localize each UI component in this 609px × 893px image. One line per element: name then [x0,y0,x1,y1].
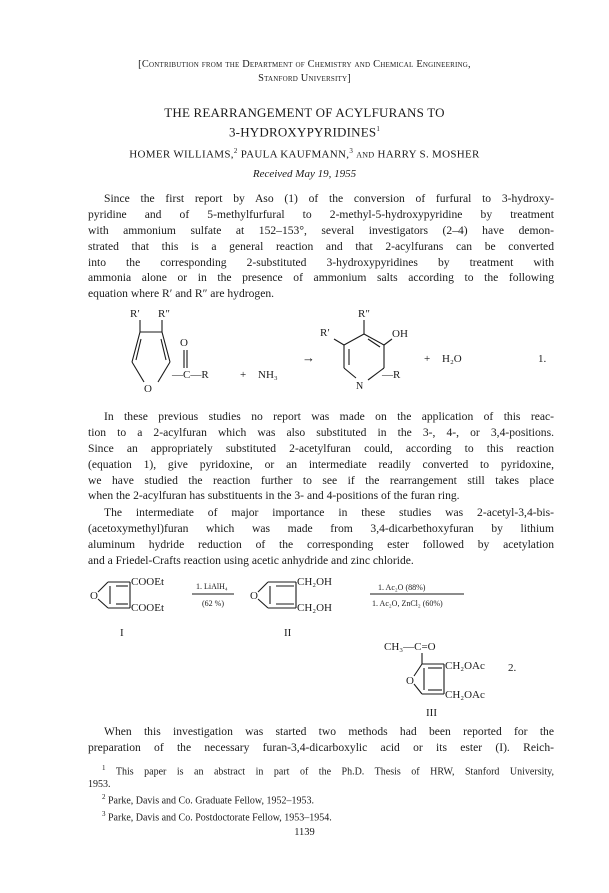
compound-ii-oxygen: O [250,590,258,602]
paragraph-3 [88,505,554,569]
compound-i-ester-top: COOEt [131,576,164,588]
equation-2-number: 2. [508,662,517,674]
compound-ii-alcohol-bottom: CH₂OH [297,602,333,614]
p1-line: into the corresponding 2-substituted 3-hydroxypyridines by treatment with [88,255,554,269]
contribution-header-line1: [Contribution from the Department of Chemistry and Chemical Engineering, [138,59,471,70]
footnote-1 [88,762,554,778]
footnote-3-marker: 3 [102,809,106,818]
compound-iii-acetyl: CH₃—C=O [384,641,436,653]
compound-ii-alcohol-top: CH₂OH [297,576,333,588]
eq1-water: H₂O [442,353,462,365]
step-1-reagent: 1. LiAlH₄ [196,582,228,591]
p3-line: aluminum hydride reduction of the corresponding ester followed by acetylation [88,537,554,551]
p1-line: strated that this is a general reaction and that 2-acylfurans can be converted [88,239,554,253]
p2-line: tion to a 2-acylfuran which was also substituted in the 3-, 4-, or 3,4-positions. [88,425,554,439]
compound-iii-acetoxy-top: CH₂OAc [445,660,485,672]
p4-line: preparation of the necessary furan-3,4-dicarboxylic acid or its ester (I). Reich- [88,740,554,754]
footnote-2 [88,791,554,807]
footnote-3 [88,808,554,824]
contribution-header-line2: Stanford University] [258,73,351,84]
eq1-plus-2: + [424,353,431,365]
paragraph-4 [88,724,554,756]
footnote-1-text: This paper is an abstract in part of the Ph.D. Thesis of HRW, Stanford University, [115,766,555,778]
compound-i-structure [98,582,130,608]
p3-line: The intermediate of major importance in these studies was 2-acetyl-3,4-bis- [104,506,554,519]
step-2-reagent-2: 1. Ac₂O, ZnCl₂ (60%) [372,599,443,608]
eq1-carbonyl-oxygen: O [180,337,188,349]
eq1-plus-1: + [240,369,247,381]
p1-line: equation where R′ and R″ are hydrogen. [88,287,275,301]
p1-line: pyridine and of 5-methylfurfural to 2-methyl-5-hydroxypyridine by treatment [88,207,554,221]
p1-line: Since the first report by Aso (1) of the conversion of furfural to 3-hydroxy- [104,192,554,205]
page-number: 1139 [294,827,315,838]
author-2: PAULA KAUFMANN, [240,148,350,161]
title-footnote-ref: 1 [376,125,381,133]
eq1-hydroxyl: OH [392,328,408,340]
equation-2-diagram [88,572,554,722]
step-2-reagent-1: 1. Ac₂O (88%) [378,583,426,592]
p3-line: and a Friedel-Crafts reaction using acetic anhydride and zinc chloride. [88,553,414,567]
author-2-footnote-ref: 3 [349,147,354,155]
author-1: HOMER WILLIAMS, [129,148,234,161]
compound-ii-structure [258,582,296,608]
compound-iii-structure [414,653,444,694]
eq1-ammonia: NH₃ [258,369,278,381]
footnote-2-text: Parke, Davis and Co. Graduate Fellow, 1952–1953. [108,795,314,807]
authors-line [40,147,569,161]
paper-title-line2 [60,121,549,140]
paper-title-line1: THE REARRANGEMENT OF ACYLFURANS TO [164,105,445,120]
footnotes [88,762,554,824]
p2-line: when the 2-acylfuran has substituents in the 3- and 4-positions of the furan ring. [88,489,460,503]
author-3: HARRY S. MOSHER [377,148,480,161]
eq1-acyl-group: —C—R [172,369,209,381]
received-date: Received May 19, 1955 [252,168,357,180]
compound-ii-label: II [284,627,292,639]
eq1-r-prime: R′ [130,308,140,320]
p4-line: When this investigation was started two methods had been reported for the [104,725,554,738]
p1-line: ammonia alone or in the presence of ammonium salts according to the following [88,271,554,285]
compound-i-oxygen: O [90,590,98,602]
compound-iii-oxygen: O [406,675,414,687]
p1-line: with ammonium sulfate at 152–153°, several investigators (2–4) have demon- [88,223,554,237]
paragraph-1 [88,191,554,302]
compound-iii-label: III [426,707,437,719]
eq1-ring-oxygen: O [144,383,152,395]
equation-1-diagram [88,306,554,402]
eq1-pyridine-nitrogen: N [356,381,364,392]
footnote-3-text: Parke, Davis and Co. Postdoctorate Fellow, 1953–1954. [108,811,332,823]
footnote-2-marker: 2 [102,793,106,802]
compound-i-label: I [120,627,124,639]
equation-1-number: 1. [538,353,547,365]
p2-line: (equation 1), give pyridoxine, or an intermediate readily converted to pyridoxine, [88,457,554,471]
author-1-footnote-ref: 2 [233,147,238,155]
compound-i-ester-bottom: COOEt [131,602,164,614]
step-1-yield: (62 %) [202,599,224,608]
p2-line: we have studied the reaction further to see if the rearrangement still takes place [88,473,554,487]
footnote-1-marker: 1 [102,764,106,772]
footnote-1-continuation: 1953. [88,779,111,791]
compound-iii-acetoxy-bottom: CH₂OAc [445,689,485,701]
eq1-reaction-arrow: → [302,350,315,365]
p2-line: Since an appropriately substituted 2-acetylfuran could, according to this reaction [88,441,554,455]
eq1-product-r-prime: R′ [320,327,330,339]
paragraph-2 [88,409,554,504]
eq1-r-double-prime: R″ [158,308,170,320]
paper-title-text: 3-HYDROXYPYRIDINES [228,124,377,140]
eq1-product-r-double-prime: R″ [358,308,370,320]
authors-conjunction: and [356,148,375,161]
eq1-product-r: —R [382,369,401,381]
p3-line: (acetoxymethyl)furan which was made from 3,4-dicarbethoxyfuran by lithium [88,521,554,535]
p2-line: In these previous studies no report was made on the application of this reac- [104,410,554,423]
